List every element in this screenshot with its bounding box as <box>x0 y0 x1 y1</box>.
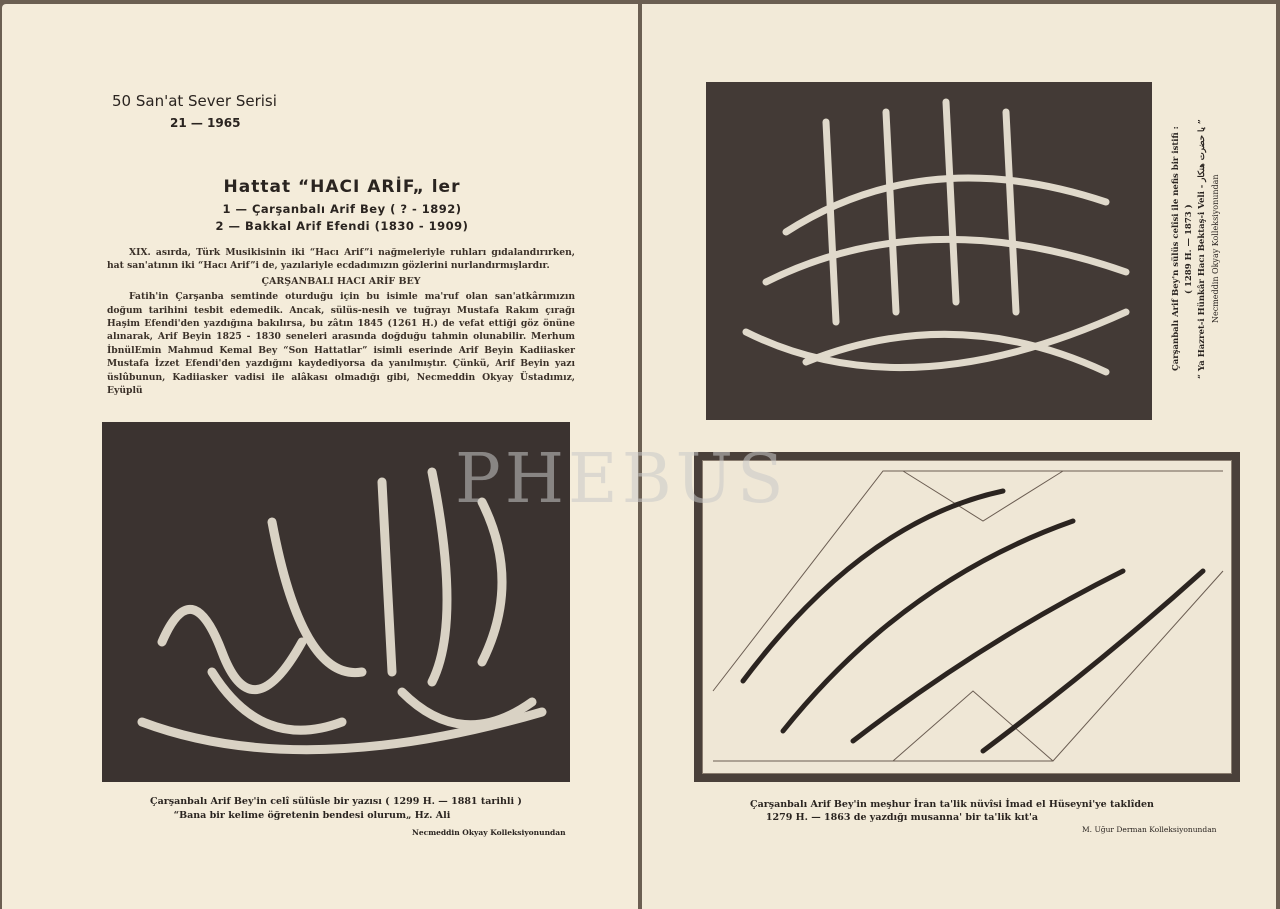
vertical-caption-line-3: “ Ya Hazret-i Hünkâr Hacı Bektaş-i Veli - يا حضرت هنكار ” <box>1197 119 1207 379</box>
article-body <box>107 246 575 397</box>
right-credit: M. Uğur Derman Kolleksiyonundan <box>1082 825 1217 834</box>
left-caption-2: “Bana bir kelime öğretenin bendesi olurum„ Hz. Ali <box>173 810 451 821</box>
article-title: Hattat “HACI ARİF„ ler <box>223 177 461 197</box>
series-label: 50 San'at Sever Serisi <box>112 92 277 110</box>
vertical-caption-credit: Necmeddin Okyay Kolleksiyonundan <box>1211 174 1220 324</box>
body-paragraph: Fatih'in Çarşanba semtinde oturduğu için bu isimle ma'ruf olan san'atkârımızın doğum tarihini tesbit edemedik. Ancak, sülüs-nesih ve tuğrayı Mustafa Rakım çırağı Haşim Efendi'den yazdığına bakılırsa, bu zâtın 1845 (1261 H.) de vefat ettiği göz önüne alınarak, Arif Beyin 1825 - 1830 seneleri arasında doğduğu tahmin olunabilir. Merhum İbnülEmin Mahmud Kemal Bey “Son Hattatlar” isimli eserinde Arif Beyin Kadiiasker Mustafa İzzet Efendi'den yazdığını kaydediyorsa da yanılmıştır. Çünkü, Arif Beyin yazı üslûbunun, Kadiiasker vadisi ile alâkası olmadığı gibi, Necmeddin Okyay Üstadımız, Eyüplü <box>107 291 575 397</box>
left-caption-1: Çarşanbalı Arif Bey'in celî sülüsle bir yazısı ( 1299 H. — 1881 tarihli ) <box>150 796 522 807</box>
vertical-caption <box>1170 76 1232 422</box>
issue-date: 21 — 1965 <box>170 116 241 130</box>
right-caption-1: Çarşanbalı Arif Bey'in meşhur İran ta'lik nüvîsi İmad el Hüseyni'ye taklîden <box>750 799 1154 810</box>
section-heading: ÇARŞANBALI HACI ARİF BEY <box>261 275 421 287</box>
subtitle-2: 2 — Bakkal Arif Efendi (1830 - 1909) <box>215 219 469 233</box>
vertical-caption-line-1: Çarşanbalı Arif Bey'n sülüs celîsi ile nefis bir istifi : <box>1171 126 1181 372</box>
calligraphy-strokes <box>706 82 1152 420</box>
intro-paragraph: XIX. asırda, Türk Musikisinin iki “Hacı Arif”i nağmeleriyle ruhları gıdalandırırken, hat san'atının iki “Hacı Arif”i de, yazılariyle ecdadımızın gözlerini nurlandırmışlardır. <box>107 247 575 272</box>
left-credit: Necmeddin Okyay Kolleksiyonundan <box>412 828 566 837</box>
vertical-caption-line-2: ( 1289 H. — 1873 ) <box>1184 204 1194 294</box>
calligraphy-image-istif <box>706 82 1152 420</box>
right-caption-2: 1279 H. — 1863 de yazdığı musanna' bir ta'lik kıt'a <box>765 812 1039 823</box>
subtitle-1: 1 — Çarşanbalı Arif Bey ( ? - 1892) <box>222 202 462 216</box>
watermark: PHEBUS <box>455 440 788 519</box>
